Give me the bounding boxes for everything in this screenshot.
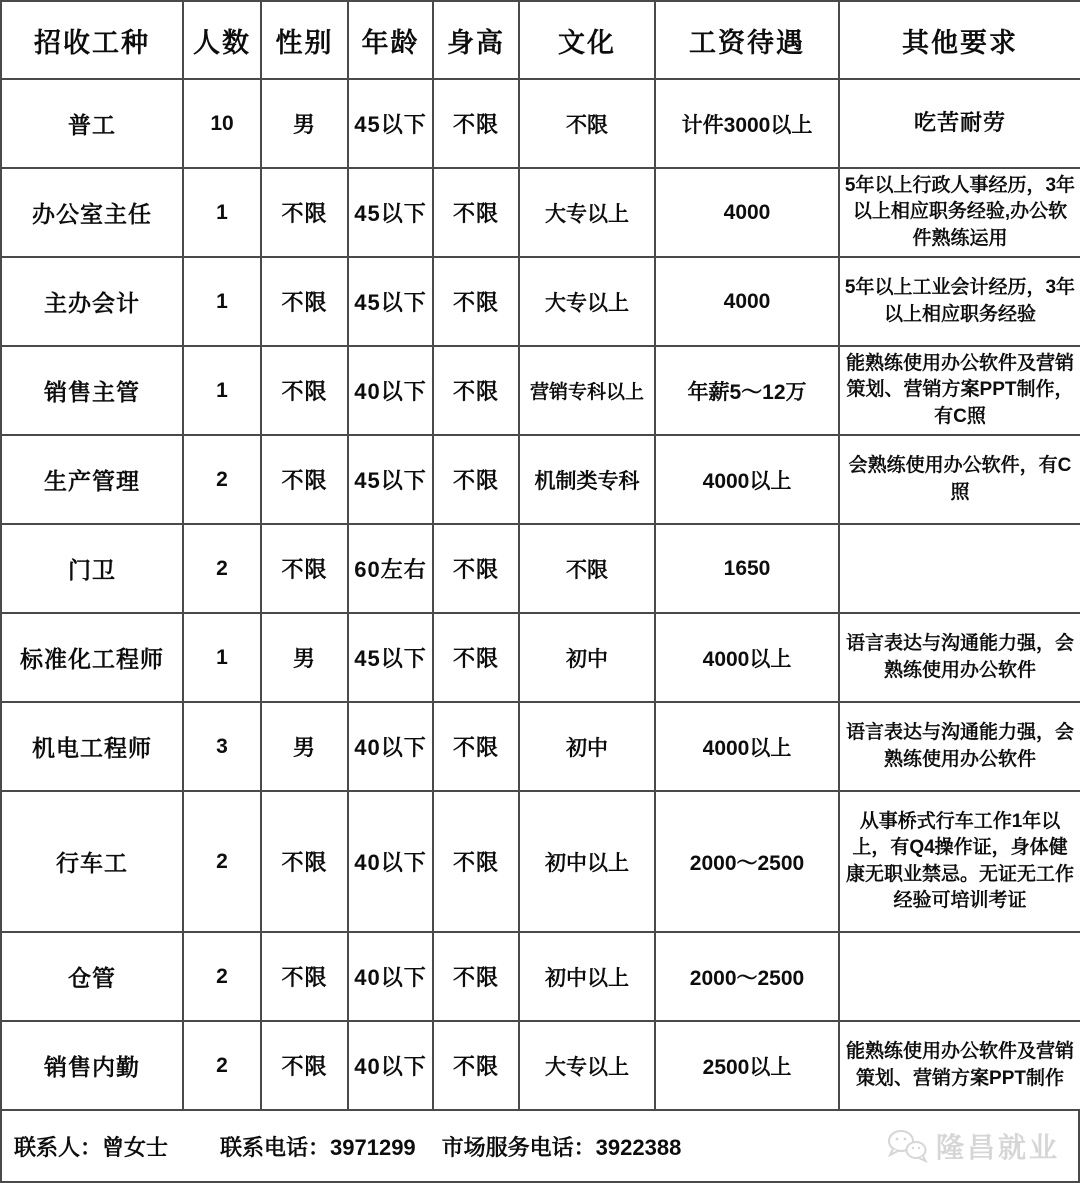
cell-other: 从事桥式行车工作1年以上，有Q4操作证，身体健康无职业禁忌。无证无工作经验可培训考证: [839, 791, 1080, 932]
cell-job: 行车工: [1, 791, 183, 932]
cell-job: 机电工程师: [1, 702, 183, 791]
cell-education: 初中以上: [519, 932, 655, 1021]
brand-name: 隆昌就业: [935, 1132, 1060, 1163]
cell-height: 不限: [433, 346, 519, 435]
table-row: [1, 257, 1080, 346]
cell-salary: 4000以上: [655, 613, 839, 702]
cell-gender: 男: [261, 79, 348, 168]
cell-gender: 不限: [261, 435, 348, 524]
cell-count: 3: [183, 702, 261, 791]
cell-education: 初中以上: [519, 791, 655, 932]
cell-age: 45以下: [348, 168, 433, 257]
header-other: 其他要求: [839, 1, 1080, 79]
wechat-icon: [886, 1128, 928, 1164]
cell-age: 45以下: [348, 257, 433, 346]
cell-other: 能熟练使用办公软件及营销策划、营销方案PPT制作，有C照: [839, 346, 1080, 435]
service-phone: 市场服务电话：3922388: [441, 1134, 682, 1160]
cell-height: 不限: [433, 257, 519, 346]
cell-height: 不限: [433, 791, 519, 932]
cell-other: 能熟练使用办公软件及营销策划、营销方案PPT制作: [839, 1021, 1080, 1110]
cell-gender: 男: [261, 613, 348, 702]
cell-age: 40以下: [348, 791, 433, 932]
cell-other: 吃苦耐劳: [839, 79, 1080, 168]
cell-height: 不限: [433, 524, 519, 613]
cell-other: 5年以上行政人事经历，3年以上相应职务经验,办公软件熟练运用: [839, 168, 1080, 257]
contact-person: 联系人：曾女士: [14, 1134, 169, 1160]
cell-gender: 不限: [261, 791, 348, 932]
header-salary: 工资待遇: [655, 1, 839, 79]
contact-footer: [0, 1111, 1080, 1183]
cell-count: 1: [183, 613, 261, 702]
cell-salary: 2000～2500: [655, 932, 839, 1021]
cell-age: 40以下: [348, 702, 433, 791]
brand-watermark: [886, 1126, 1060, 1166]
cell-education: 初中: [519, 613, 655, 702]
cell-education: 机制类专科: [519, 435, 655, 524]
cell-salary: 计件3000以上: [655, 79, 839, 168]
header-gender: 性别: [261, 1, 348, 79]
cell-count: 2: [183, 524, 261, 613]
table-header-row: [1, 1, 1080, 79]
cell-count: 1: [183, 168, 261, 257]
cell-age: 40以下: [348, 346, 433, 435]
table-row: [1, 168, 1080, 257]
cell-other: 会熟练使用办公软件，有C照: [839, 435, 1080, 524]
cell-other: [839, 524, 1080, 613]
cell-gender: 不限: [261, 257, 348, 346]
cell-count: 2: [183, 1021, 261, 1110]
cell-gender: 不限: [261, 168, 348, 257]
cell-height: 不限: [433, 702, 519, 791]
cell-count: 1: [183, 257, 261, 346]
cell-height: 不限: [433, 435, 519, 524]
cell-job: 普工: [1, 79, 183, 168]
cell-age: 45以下: [348, 79, 433, 168]
cell-gender: 不限: [261, 524, 348, 613]
table-row: [1, 702, 1080, 791]
cell-height: 不限: [433, 168, 519, 257]
cell-count: 10: [183, 79, 261, 168]
cell-job: 销售主管: [1, 346, 183, 435]
cell-job: 门卫: [1, 524, 183, 613]
cell-education: 不限: [519, 524, 655, 613]
cell-job: 标准化工程师: [1, 613, 183, 702]
cell-education: 大专以上: [519, 257, 655, 346]
cell-salary: 年薪5～12万: [655, 346, 839, 435]
cell-salary: 2500以上: [655, 1021, 839, 1110]
cell-education: 营销专科以上: [519, 346, 655, 435]
cell-height: 不限: [433, 613, 519, 702]
cell-gender: 男: [261, 702, 348, 791]
table-row: [1, 791, 1080, 932]
cell-other: 语言表达与沟通能力强，会熟练使用办公软件: [839, 702, 1080, 791]
cell-education: 不限: [519, 79, 655, 168]
cell-height: 不限: [433, 932, 519, 1021]
cell-gender: 不限: [261, 1021, 348, 1110]
table-row: [1, 613, 1080, 702]
cell-age: 40以下: [348, 932, 433, 1021]
cell-count: 2: [183, 435, 261, 524]
cell-age: 60左右: [348, 524, 433, 613]
table-row: [1, 435, 1080, 524]
cell-job: 销售内勤: [1, 1021, 183, 1110]
cell-education: 初中: [519, 702, 655, 791]
cell-education: 大专以上: [519, 1021, 655, 1110]
table-row: [1, 932, 1080, 1021]
table-row: [1, 524, 1080, 613]
contact-phone: 联系电话：3971299: [220, 1134, 416, 1160]
cell-count: 1: [183, 346, 261, 435]
cell-salary: 1650: [655, 524, 839, 613]
cell-height: 不限: [433, 79, 519, 168]
table-row: [1, 79, 1080, 168]
cell-age: 45以下: [348, 435, 433, 524]
cell-count: 2: [183, 932, 261, 1021]
cell-salary: 4000以上: [655, 435, 839, 524]
cell-salary: 4000: [655, 257, 839, 346]
header-height: 身高: [433, 1, 519, 79]
cell-job: 仓管: [1, 932, 183, 1021]
cell-other: [839, 932, 1080, 1021]
cell-age: 45以下: [348, 613, 433, 702]
header-age: 年龄: [348, 1, 433, 79]
cell-other: 5年以上工业会计经历，3年以上相应职务经验: [839, 257, 1080, 346]
cell-other: 语言表达与沟通能力强，会熟练使用办公软件: [839, 613, 1080, 702]
cell-gender: 不限: [261, 932, 348, 1021]
cell-count: 2: [183, 791, 261, 932]
table-row: [1, 1021, 1080, 1110]
table-row: [1, 346, 1080, 435]
header-education: 文化: [519, 1, 655, 79]
cell-salary: 4000: [655, 168, 839, 257]
cell-job: 主办会计: [1, 257, 183, 346]
header-count: 人数: [183, 1, 261, 79]
cell-education: 大专以上: [519, 168, 655, 257]
cell-job: 办公室主任: [1, 168, 183, 257]
cell-salary: 4000以上: [655, 702, 839, 791]
cell-age: 40以下: [348, 1021, 433, 1110]
cell-salary: 2000～2500: [655, 791, 839, 932]
cell-height: 不限: [433, 1021, 519, 1110]
cell-job: 生产管理: [1, 435, 183, 524]
cell-gender: 不限: [261, 346, 348, 435]
header-job: 招收工种: [1, 1, 183, 79]
